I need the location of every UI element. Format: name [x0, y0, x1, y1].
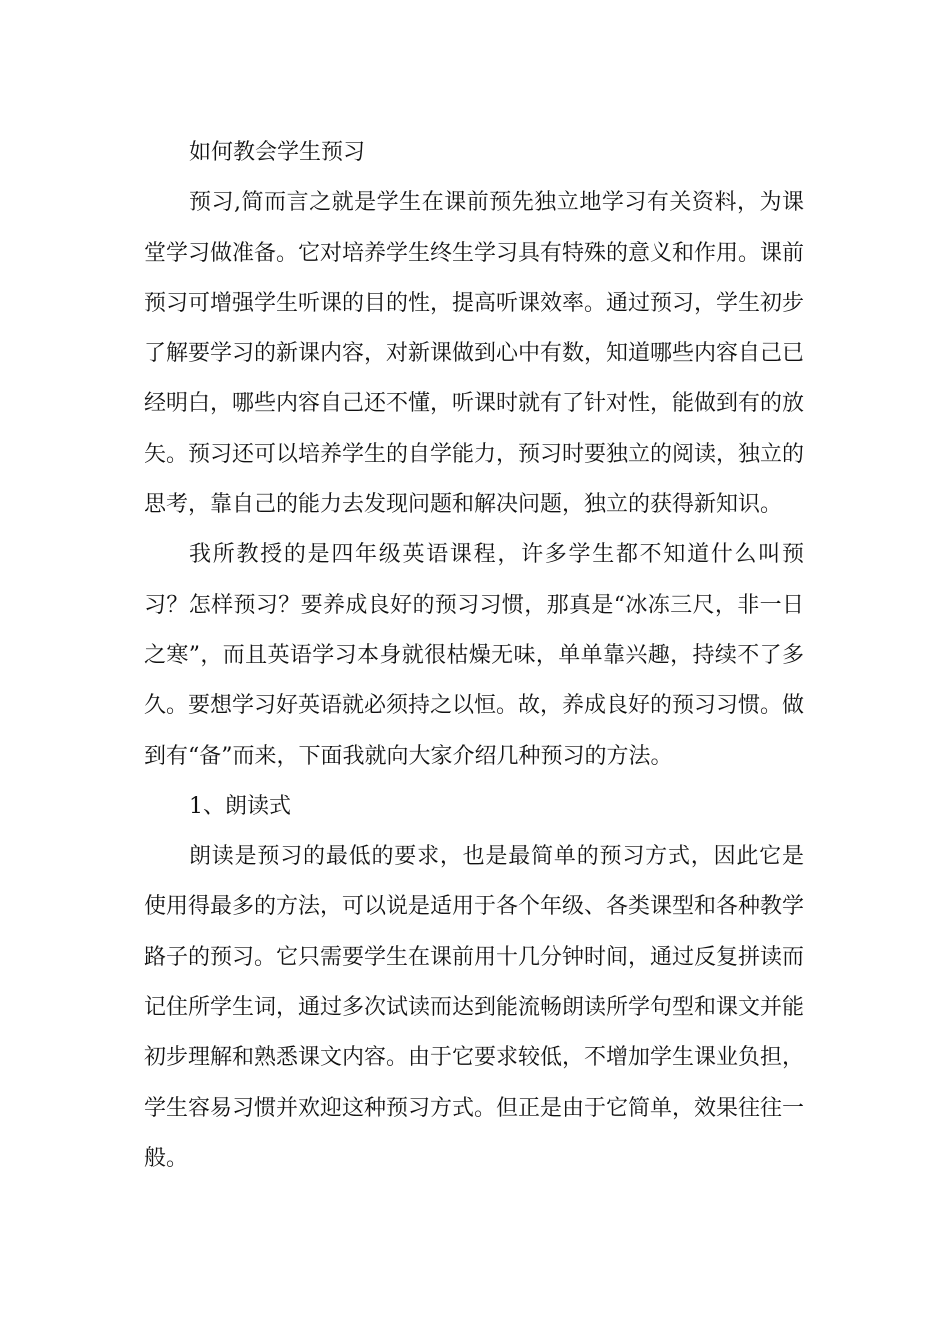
paragraph-intro: 预习,简而言之就是学生在课前预先独立地学习有关资料，为课堂学习做准备。它对培养学生终生学习具有特殊的意义和作用。课前预习可增强学生听课的目的性，提高听课效率。通过预习，学生初步了解要学习的新课内容，对新课做到心中有数，知道哪些内容自己已经明白，哪些内容自己还不懂，听课时就有了针对性，能做到有的放矢。预习还可以培养学生的自学能力，预习时要独立的阅读，独立的思考，靠自己的能力去发现问题和解决问题，独立的获得新知识。	[144, 190, 805, 518]
document-title: 如何教会学生预习	[189, 140, 366, 165]
paragraph-reading-method: 朗读是预习的最低的要求，也是最简单的预习方式，因此它是使用得最多的方法，可以说是适用于各个年级、各类课型和各种教学路子的预习。它只需要学生在课前用十几分钟时间，通过反复拼读而记住所学生词，通过多次试读而达到能流畅朗读所学句型和课文并能初步理解和熟悉课文内容。由于它要求较低，不增加学生课业负担，学生容易习惯并欢迎这种预习方式。但正是由于它简单，效果往往一般。	[144, 844, 805, 1171]
section-heading: 1、朗读式	[189, 793, 291, 819]
paragraph-background: 我所教授的是四年级英语课程，许多学生都不知道什么叫预习？怎样预习？要养成良好的预习习惯，那真是“冰冻三尺，非一日之寒”，而且英语学习本身就很枯燥无味，单单靠兴趣，持续不了多久。要想学习好英语就必须持之以恒。故，养成良好的预习习惯。做到有“备”而来，下面我就向大家介绍几种预习的方法。	[144, 542, 805, 769]
document-page	[144, 128, 804, 1184]
